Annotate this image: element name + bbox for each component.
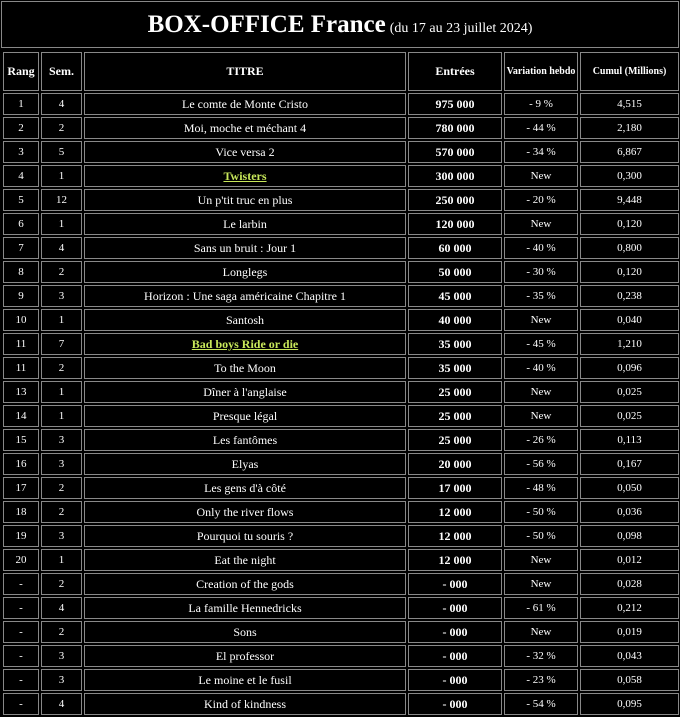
table-row <box>3 381 679 403</box>
col-header-variation: Variation hebdo <box>504 52 578 91</box>
entrees-cell: 25 000 <box>408 429 502 451</box>
variation-cell: - 44 % <box>504 117 578 139</box>
table-row <box>3 117 679 139</box>
table-row <box>3 405 679 427</box>
entrees-cell: 17 000 <box>408 477 502 499</box>
table-body <box>3 93 679 715</box>
entrees-cell: 40 000 <box>408 309 502 331</box>
sem-cell: 1 <box>41 309 82 331</box>
entrees-cell: 35 000 <box>408 333 502 355</box>
rang-cell: 14 <box>3 405 39 427</box>
title-cell: El professor <box>84 645 406 667</box>
entrees-cell: 780 000 <box>408 117 502 139</box>
entrees-cell: 250 000 <box>408 189 502 211</box>
cumul-cell: 0,040 <box>580 309 679 331</box>
sem-cell: 4 <box>41 93 82 115</box>
variation-cell: - 45 % <box>504 333 578 355</box>
cumul-cell: 0,058 <box>580 669 679 691</box>
table-row <box>3 525 679 547</box>
table-row <box>3 429 679 451</box>
table-row <box>3 309 679 331</box>
rang-cell: 20 <box>3 549 39 571</box>
table-row <box>3 165 679 187</box>
title-cell <box>84 333 406 355</box>
entrees-cell: 25 000 <box>408 381 502 403</box>
title-dates: (du 17 au 23 juillet 2024) <box>389 21 533 36</box>
sem-cell: 2 <box>41 573 82 595</box>
table-row <box>3 237 679 259</box>
col-header-titre: TITRE <box>84 52 406 91</box>
table-row <box>3 645 679 667</box>
variation-cell: New <box>504 165 578 187</box>
sem-cell: 12 <box>41 189 82 211</box>
title-cell: Only the river flows <box>84 501 406 523</box>
entrees-cell: - 000 <box>408 621 502 643</box>
sem-cell: 4 <box>41 237 82 259</box>
sem-cell: 3 <box>41 669 82 691</box>
title-cell <box>84 165 406 187</box>
variation-cell: - 26 % <box>504 429 578 451</box>
cumul-cell: 0,167 <box>580 453 679 475</box>
entrees-cell: - 000 <box>408 645 502 667</box>
sem-cell: 4 <box>41 693 82 715</box>
cumul-cell: 0,300 <box>580 165 679 187</box>
entrees-cell: 570 000 <box>408 141 502 163</box>
cumul-cell: 0,025 <box>580 405 679 427</box>
cumul-cell: 0,050 <box>580 477 679 499</box>
cumul-cell: 4,515 <box>580 93 679 115</box>
cumul-cell: 0,120 <box>580 213 679 235</box>
entrees-cell: 35 000 <box>408 357 502 379</box>
rang-cell: - <box>3 621 39 643</box>
rang-cell: - <box>3 597 39 619</box>
variation-cell: - 32 % <box>504 645 578 667</box>
variation-cell: - 50 % <box>504 525 578 547</box>
title-cell: Horizon : Une saga américaine Chapitre 1 <box>84 285 406 307</box>
variation-cell: New <box>504 549 578 571</box>
title-cell: Creation of the gods <box>84 573 406 595</box>
title-cell: To the Moon <box>84 357 406 379</box>
cumul-cell: 0,028 <box>580 573 679 595</box>
table-row <box>3 261 679 283</box>
rang-cell: 11 <box>3 357 39 379</box>
sem-cell: 3 <box>41 525 82 547</box>
col-header-rang: Rang <box>3 52 39 91</box>
box-office-table <box>1 50 680 717</box>
title-cell: Vice versa 2 <box>84 141 406 163</box>
movie-link[interactable]: Twisters <box>223 168 267 183</box>
rang-cell: 1 <box>3 93 39 115</box>
entrees-cell: 12 000 <box>408 501 502 523</box>
sem-cell: 3 <box>41 285 82 307</box>
cumul-cell: 0,095 <box>580 693 679 715</box>
page-title <box>1 1 679 48</box>
table-row <box>3 549 679 571</box>
title-cell: Moi, moche et méchant 4 <box>84 117 406 139</box>
rang-cell: 10 <box>3 309 39 331</box>
table-row <box>3 189 679 211</box>
cumul-cell: 0,238 <box>580 285 679 307</box>
variation-cell: - 40 % <box>504 237 578 259</box>
rang-cell: 5 <box>3 189 39 211</box>
rang-cell: - <box>3 573 39 595</box>
entrees-cell: 975 000 <box>408 93 502 115</box>
rang-cell: 18 <box>3 501 39 523</box>
cumul-cell: 0,800 <box>580 237 679 259</box>
title-cell: Sons <box>84 621 406 643</box>
cumul-cell: 0,212 <box>580 597 679 619</box>
rang-cell: - <box>3 669 39 691</box>
sem-cell: 2 <box>41 117 82 139</box>
title-cell: Les gens d'à côté <box>84 477 406 499</box>
rang-cell: 4 <box>3 165 39 187</box>
variation-cell: - 35 % <box>504 285 578 307</box>
table-row <box>3 213 679 235</box>
sem-cell: 3 <box>41 429 82 451</box>
table-row <box>3 285 679 307</box>
title-cell: Un p'tit truc en plus <box>84 189 406 211</box>
title-cell: Pourquoi tu souris ? <box>84 525 406 547</box>
variation-cell: - 54 % <box>504 693 578 715</box>
sem-cell: 2 <box>41 621 82 643</box>
variation-cell: New <box>504 405 578 427</box>
sem-cell: 1 <box>41 405 82 427</box>
rang-cell: 7 <box>3 237 39 259</box>
variation-cell: - 48 % <box>504 477 578 499</box>
variation-cell: New <box>504 381 578 403</box>
variation-cell: - 40 % <box>504 357 578 379</box>
variation-cell: New <box>504 309 578 331</box>
rang-cell: 19 <box>3 525 39 547</box>
entrees-cell: - 000 <box>408 693 502 715</box>
rang-cell: 16 <box>3 453 39 475</box>
cumul-cell: 2,180 <box>580 117 679 139</box>
rang-cell: 6 <box>3 213 39 235</box>
cumul-cell: 9,448 <box>580 189 679 211</box>
table-row <box>3 453 679 475</box>
rang-cell: 3 <box>3 141 39 163</box>
sem-cell: 3 <box>41 645 82 667</box>
variation-cell: New <box>504 573 578 595</box>
cumul-cell: 0,098 <box>580 525 679 547</box>
title-main: BOX-OFFICE France <box>147 11 386 38</box>
entrees-cell: - 000 <box>408 597 502 619</box>
cumul-cell: 0,113 <box>580 429 679 451</box>
entrees-cell: 50 000 <box>408 261 502 283</box>
entrees-cell: - 000 <box>408 669 502 691</box>
sem-cell: 2 <box>41 357 82 379</box>
title-cell: La famille Hennedricks <box>84 597 406 619</box>
sem-cell: 1 <box>41 549 82 571</box>
sem-cell: 4 <box>41 597 82 619</box>
sem-cell: 2 <box>41 477 82 499</box>
table-row <box>3 573 679 595</box>
cumul-cell: 0,120 <box>580 261 679 283</box>
title-cell: Presque légal <box>84 405 406 427</box>
sem-cell: 2 <box>41 261 82 283</box>
sem-cell: 7 <box>41 333 82 355</box>
variation-cell: - 34 % <box>504 141 578 163</box>
col-header-sem: Sem. <box>41 52 82 91</box>
rang-cell: 15 <box>3 429 39 451</box>
table-row <box>3 357 679 379</box>
cumul-cell: 0,096 <box>580 357 679 379</box>
title-cell: Eat the night <box>84 549 406 571</box>
sem-cell: 1 <box>41 165 82 187</box>
title-cell: Dîner à l'anglaise <box>84 381 406 403</box>
cumul-cell: 6,867 <box>580 141 679 163</box>
table-row <box>3 141 679 163</box>
cumul-cell: 0,012 <box>580 549 679 571</box>
table-row <box>3 501 679 523</box>
variation-cell: - 50 % <box>504 501 578 523</box>
movie-link[interactable]: Bad boys Ride or die <box>191 336 299 351</box>
variation-cell: New <box>504 621 578 643</box>
title-cell: Le moine et le fusil <box>84 669 406 691</box>
sem-cell: 1 <box>41 381 82 403</box>
entrees-cell: 60 000 <box>408 237 502 259</box>
table-header-row <box>3 52 679 91</box>
table-row <box>3 597 679 619</box>
sem-cell: 2 <box>41 501 82 523</box>
variation-cell: New <box>504 213 578 235</box>
entrees-cell: 12 000 <box>408 525 502 547</box>
entrees-cell: 120 000 <box>408 213 502 235</box>
col-header-cumul: Cumul (Millions) <box>580 52 679 91</box>
title-cell: Elyas <box>84 453 406 475</box>
variation-cell: - 61 % <box>504 597 578 619</box>
entrees-cell: 25 000 <box>408 405 502 427</box>
rang-cell: 9 <box>3 285 39 307</box>
variation-cell: - 23 % <box>504 669 578 691</box>
sem-cell: 3 <box>41 453 82 475</box>
title-cell: Sans un bruit : Jour 1 <box>84 237 406 259</box>
entrees-cell: 45 000 <box>408 285 502 307</box>
variation-cell: - 30 % <box>504 261 578 283</box>
variation-cell: - 56 % <box>504 453 578 475</box>
sem-cell: 5 <box>41 141 82 163</box>
table-row <box>3 93 679 115</box>
table-row <box>3 333 679 355</box>
sem-cell: 1 <box>41 213 82 235</box>
cumul-cell: 0,043 <box>580 645 679 667</box>
table-row <box>3 693 679 715</box>
col-header-entrees: Entrées <box>408 52 502 91</box>
cumul-cell: 0,025 <box>580 381 679 403</box>
rang-cell: 17 <box>3 477 39 499</box>
table-row <box>3 477 679 499</box>
title-cell: Le comte de Monte Cristo <box>84 93 406 115</box>
rang-cell: - <box>3 693 39 715</box>
rang-cell: 2 <box>3 117 39 139</box>
entrees-cell: 20 000 <box>408 453 502 475</box>
entrees-cell: - 000 <box>408 573 502 595</box>
rang-cell: - <box>3 645 39 667</box>
variation-cell: - 9 % <box>504 93 578 115</box>
title-cell: Santosh <box>84 309 406 331</box>
entrees-cell: 12 000 <box>408 549 502 571</box>
entrees-cell: 300 000 <box>408 165 502 187</box>
table-row <box>3 669 679 691</box>
cumul-cell: 1,210 <box>580 333 679 355</box>
cumul-cell: 0,036 <box>580 501 679 523</box>
title-cell: Le larbin <box>84 213 406 235</box>
rang-cell: 13 <box>3 381 39 403</box>
table-row <box>3 621 679 643</box>
variation-cell: - 20 % <box>504 189 578 211</box>
rang-cell: 11 <box>3 333 39 355</box>
cumul-cell: 0,019 <box>580 621 679 643</box>
title-cell: Kind of kindness <box>84 693 406 715</box>
rang-cell: 8 <box>3 261 39 283</box>
title-cell: Les fantômes <box>84 429 406 451</box>
title-cell: Longlegs <box>84 261 406 283</box>
